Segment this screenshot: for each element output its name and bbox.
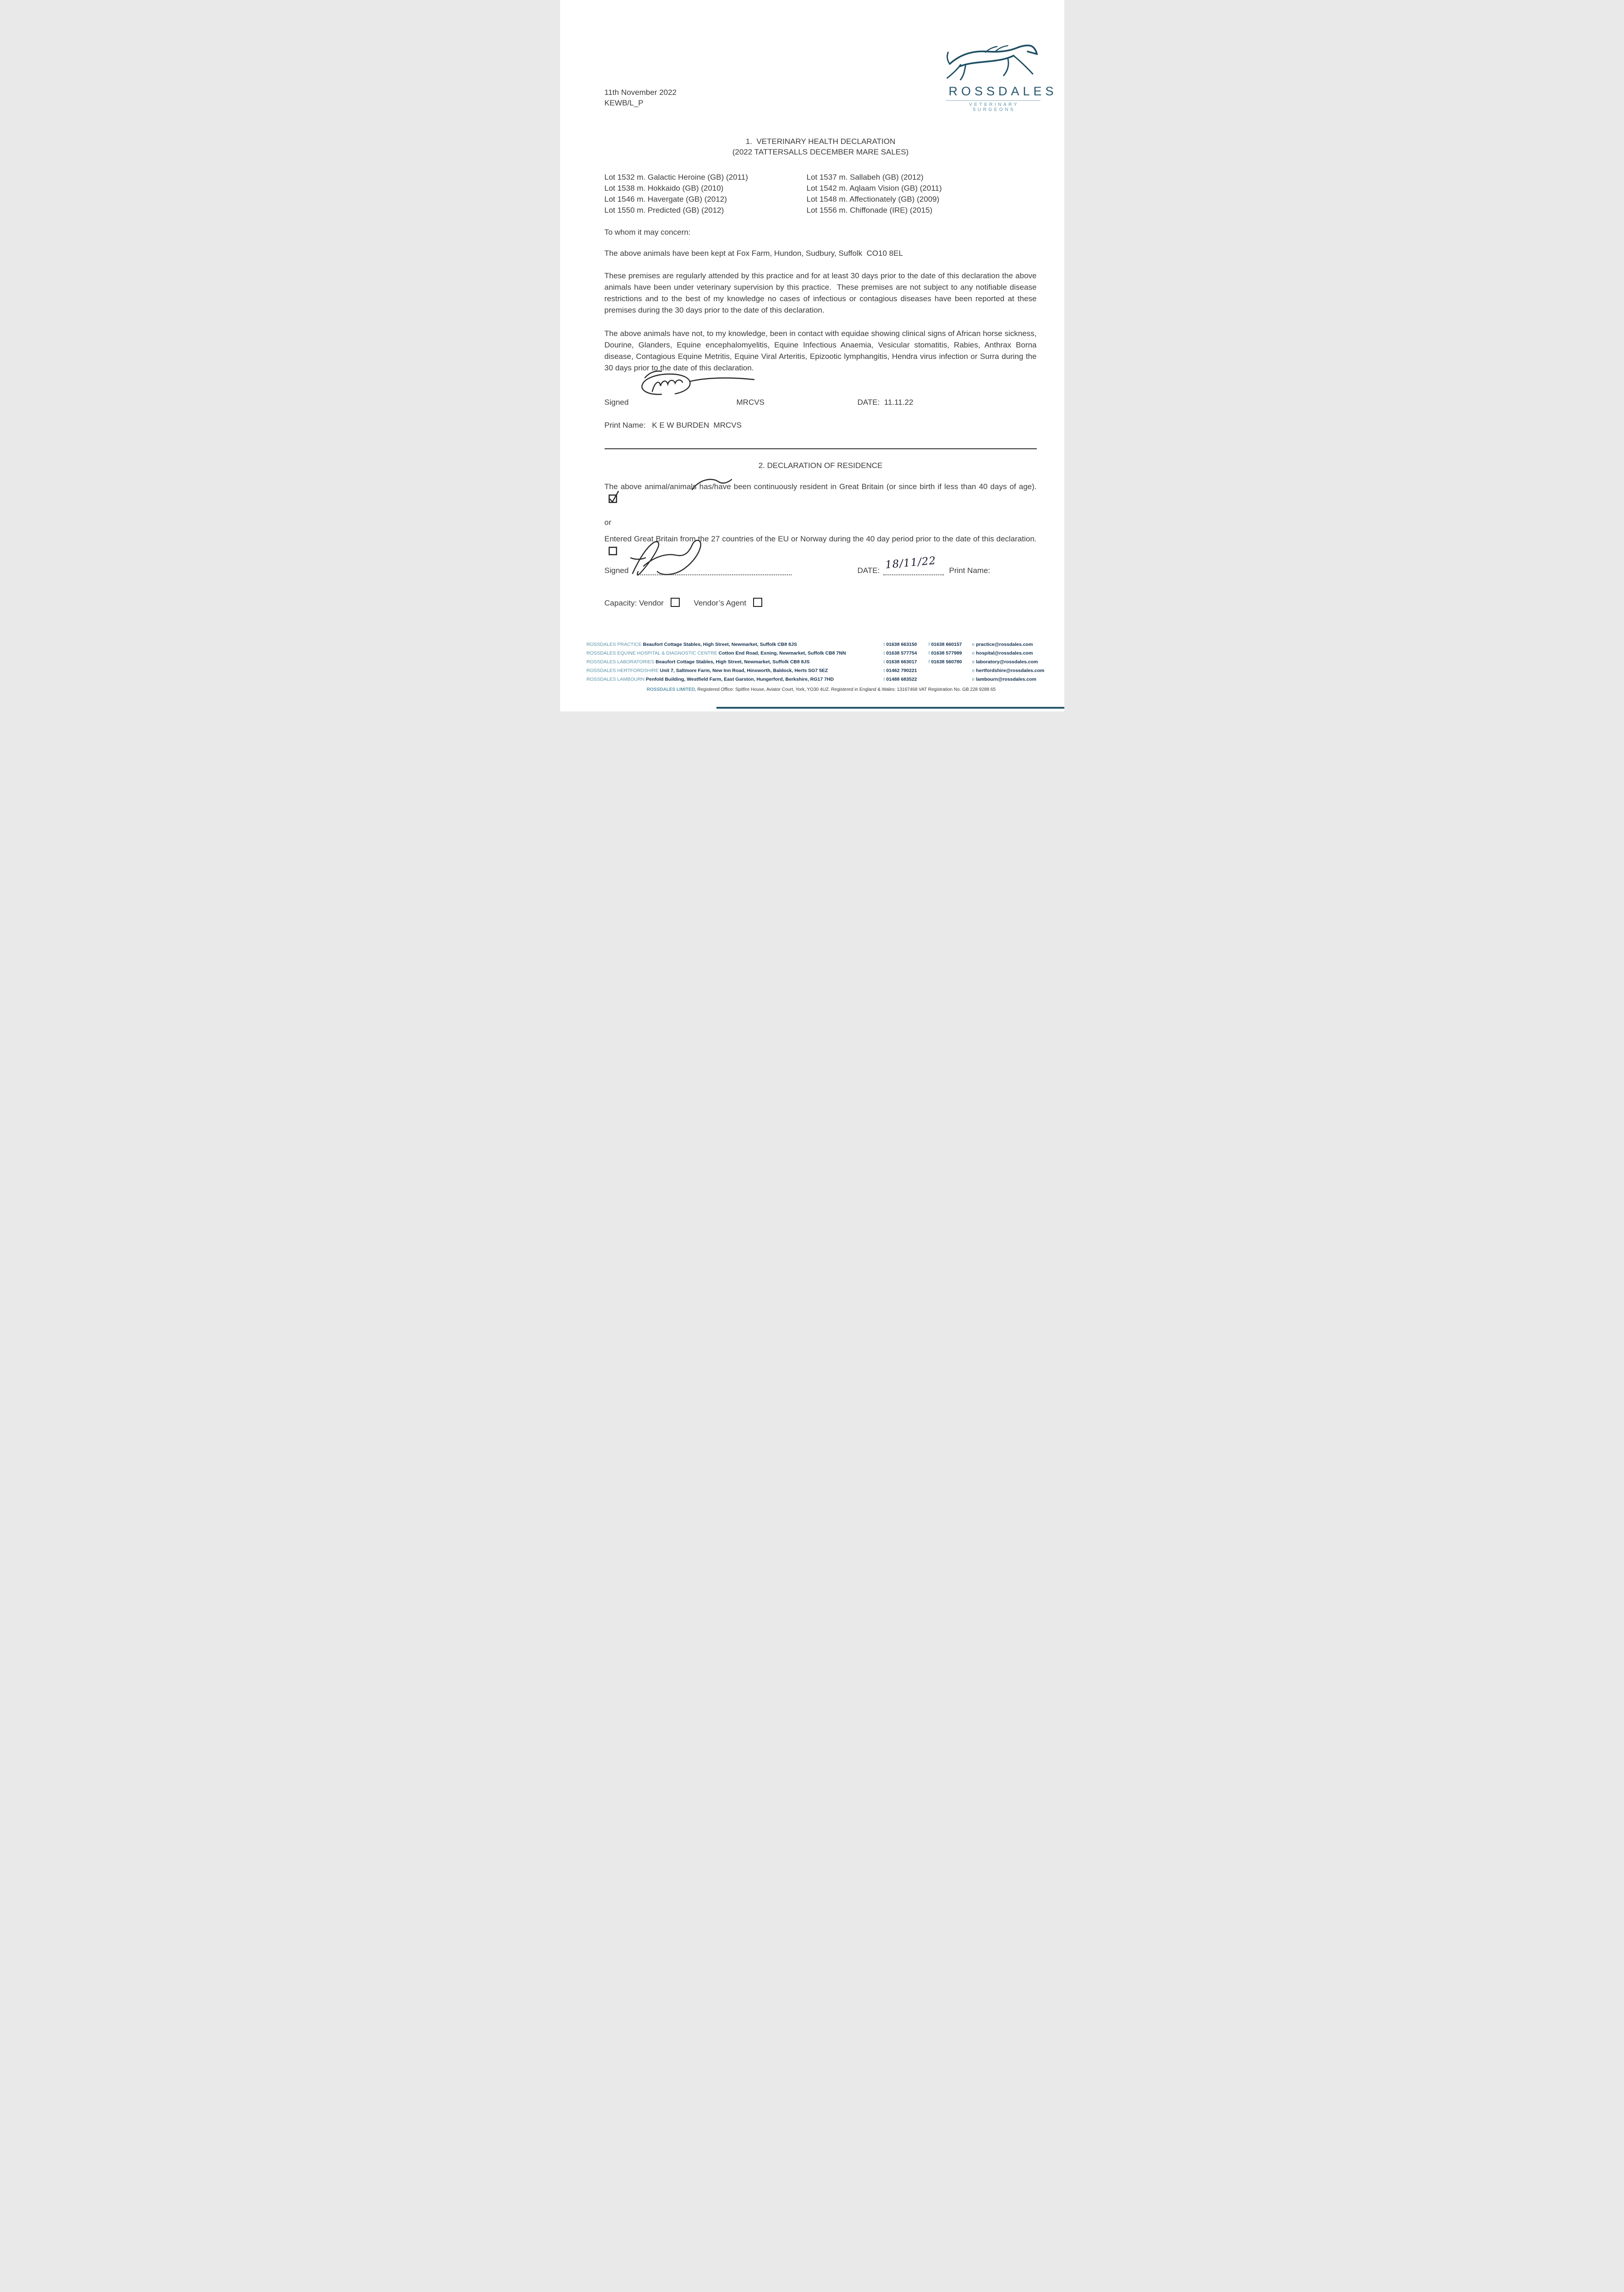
office-fax: f 01638 660157 xyxy=(928,642,962,647)
office-name: ROSSDALES LAMBOURN xyxy=(586,677,645,682)
office-tel: t 01638 663150 xyxy=(883,642,917,647)
office-email: e hertfordshire@rossdales.com xyxy=(972,668,1045,673)
signature-row-2 xyxy=(604,555,1037,579)
lot-entry: Lot 1537 m. Sallabeh (GB) (2012) xyxy=(806,173,924,182)
resident-checkbox-checked xyxy=(608,494,618,507)
office-tel: t 01462 790221 xyxy=(883,668,917,673)
paragraph-contact: The above animals have not, to my knowledge, been in contact with equidae showing clinical signs of African horse sickness, Dourine, Glanders, Equine encephalomyelitis, Equine Infectious Anaemia, Vesicular stomatitis, Rabies, Anthrax Borna disease, Contagious Equine Metritis, Equine Viral Arteritis, Epizootic lymphangitis, Hendra virus infection or Surra during the 30 days prior to the date of this declaration. xyxy=(604,329,1037,372)
office-email: e lambourn@rossdales.com xyxy=(972,677,1036,682)
brand-name: ROSSDALES xyxy=(948,84,1057,98)
qualification-label: MRCVS xyxy=(736,398,765,407)
section-divider xyxy=(605,448,1037,449)
office-address: Beaufort Cottage Stables, High Street, Newmarket, Suffolk CB8 8JS xyxy=(655,659,810,665)
vendors-agent-label: Vendor’s Agent xyxy=(694,599,747,607)
section1-title-line2: (2022 TATTERSALLS DECEMBER MARE SALES) xyxy=(732,148,909,156)
registered-details: Registered Office: Spitfire House, Aviator Court, York, YO30 4UZ. Registered in England & Wales: 13167468 VAT Registration No. GB 228 9288 65 xyxy=(696,687,996,692)
footer-row-hospital xyxy=(587,649,1056,658)
office-email: e laboratory@rossdales.com xyxy=(972,659,1038,665)
office-address: Unit 7, Saltmore Farm, New Inn Road, Hinxworth, Baldock, Herts SG7 5EZ xyxy=(660,668,828,673)
signature-row-1 xyxy=(605,398,1037,409)
registered-office-line xyxy=(587,687,1056,692)
office-address: Beaufort Cottage Stables, High Street, Newmarket, Suffolk CB8 8JS xyxy=(643,642,797,647)
brand-tagline: VETERINARY SURGEONS xyxy=(969,102,1019,112)
lot-column-right xyxy=(807,172,1037,216)
vendors-agent-checkbox-empty xyxy=(753,598,762,607)
footer-row-lambourn xyxy=(587,675,1056,684)
office-email: e practice@rossdales.com xyxy=(972,642,1033,647)
print-name-line-1: Print Name: K E W BURDEN MRCVS xyxy=(604,421,742,430)
lot-column-left xyxy=(605,172,807,216)
lot-entry: Lot 1550 m. Predicted (GB) (2012) xyxy=(604,206,724,215)
office-email: e hospital@rossdales.com xyxy=(972,650,1033,656)
residence-option-entered-text: Entered Great Britain from the 27 countries of the EU or Norway during the 40 day period prior to the date of this declaration. xyxy=(604,534,1037,543)
footer-row-laboratories xyxy=(587,658,1056,667)
entered-checkbox-empty xyxy=(608,546,618,559)
registered-company-name: ROSSDALES LIMITED, xyxy=(646,687,696,692)
print-name-label-2: Print Name: xyxy=(949,566,991,575)
lot-entry: Lot 1532 m. Galactic Heroine (GB) (2011) xyxy=(604,173,748,182)
signature-dotted-line xyxy=(640,566,792,575)
office-address: Cotton End Road, Exning, Newmarket, Suffolk CB8 7NN xyxy=(718,650,846,656)
residence-option-resident-text: The above animal/animals has/have been continuously resident in Great Britain (or since birth if less than 40 days of age). xyxy=(604,482,1037,491)
office-name: ROSSDALES EQUINE HOSPITAL & DIAGNOSTIC CENTRE xyxy=(586,650,717,656)
office-name-address xyxy=(587,640,884,649)
office-fax: f 01638 577989 xyxy=(928,650,962,656)
office-name-address xyxy=(587,649,884,658)
office-name-address xyxy=(587,667,884,675)
residence-option-resident xyxy=(605,480,1037,507)
logo-divider xyxy=(946,100,1040,101)
salutation: To whom it may concern: xyxy=(604,228,691,237)
rossdales-logo xyxy=(945,39,1057,112)
letter-reference: KEWB/L_P xyxy=(604,99,644,107)
signature-scrawl-2 xyxy=(630,538,744,586)
footer-row-practice xyxy=(587,640,1056,649)
office-fax: f 01638 560780 xyxy=(928,659,962,665)
paragraph-supervision: These premises are regularly attended by this practice and for at least 30 days prior to the date of this declaration the above animals have been under veterinary supervision by this practice. These premises are not subject to any notifiable disease restrictions and to the best of my knowledge no cases of infectious or contagious diseases have been reported at these premises during the 30 days prior to the date of this declaration. xyxy=(604,271,1039,314)
letterhead-footer xyxy=(587,640,1056,692)
or-label: or xyxy=(604,518,611,527)
office-address: Penfold Building, Westfield Farm, East Garston, Hungerford, Berkshire, RG17 7HD xyxy=(646,677,834,682)
scanned-letter-page xyxy=(560,0,1064,711)
office-name-address xyxy=(587,675,884,684)
capacity-line xyxy=(605,598,1037,608)
lot-entry: Lot 1546 m. Havergate (GB) (2012) xyxy=(604,195,727,204)
lot-entry: Lot 1548 m. Affectionately (GB) (2009) xyxy=(806,195,940,204)
handwritten-date: 18/11/22 xyxy=(884,555,936,571)
footer-row-hertfordshire xyxy=(587,667,1056,675)
vendor-checkbox-empty xyxy=(671,598,680,607)
kept-at-line: The above animals have been kept at Fox Farm, Hundon, Sudbury, Suffolk CO10 8EL xyxy=(604,249,903,258)
lot-entry: Lot 1538 m. Hokkaido (GB) (2010) xyxy=(604,184,724,193)
lot-list xyxy=(605,172,1037,216)
section1-title-line1: 1. VETERINARY HEALTH DECLARATION xyxy=(745,137,896,146)
office-name: ROSSDALES LABORATORIES xyxy=(586,659,655,665)
date-label-2: DATE: xyxy=(857,566,880,575)
section2-title: 2. DECLARATION OF RESIDENCE xyxy=(758,461,883,470)
lot-entry: Lot 1542 m. Aqlaam Vision (GB) (2011) xyxy=(806,184,942,193)
section1-title xyxy=(605,136,1037,157)
footer-accent-bar xyxy=(716,707,1064,709)
office-name-address xyxy=(587,658,884,667)
letter-body xyxy=(605,136,1037,608)
horse-logo-icon xyxy=(945,39,1041,83)
office-tel: t 01638 663017 xyxy=(883,659,917,665)
signed-label-1: Signed xyxy=(604,398,629,407)
capacity-vendor-label: Capacity: Vendor xyxy=(604,599,664,607)
date-value-1: DATE: 11.11.22 xyxy=(857,398,914,407)
office-tel: t 01638 577754 xyxy=(883,650,917,656)
letter-dateline xyxy=(605,87,677,108)
letter-date: 11th November 2022 xyxy=(604,88,677,97)
office-name: ROSSDALES HERTFORDSHIRE xyxy=(586,668,659,673)
office-tel: t 01488 683522 xyxy=(883,677,917,682)
office-name: ROSSDALES PRACTICE xyxy=(586,642,642,647)
signed-label-2: Signed xyxy=(604,566,629,575)
lot-entry: Lot 1556 m. Chiffonade (IRE) (2015) xyxy=(806,206,933,215)
